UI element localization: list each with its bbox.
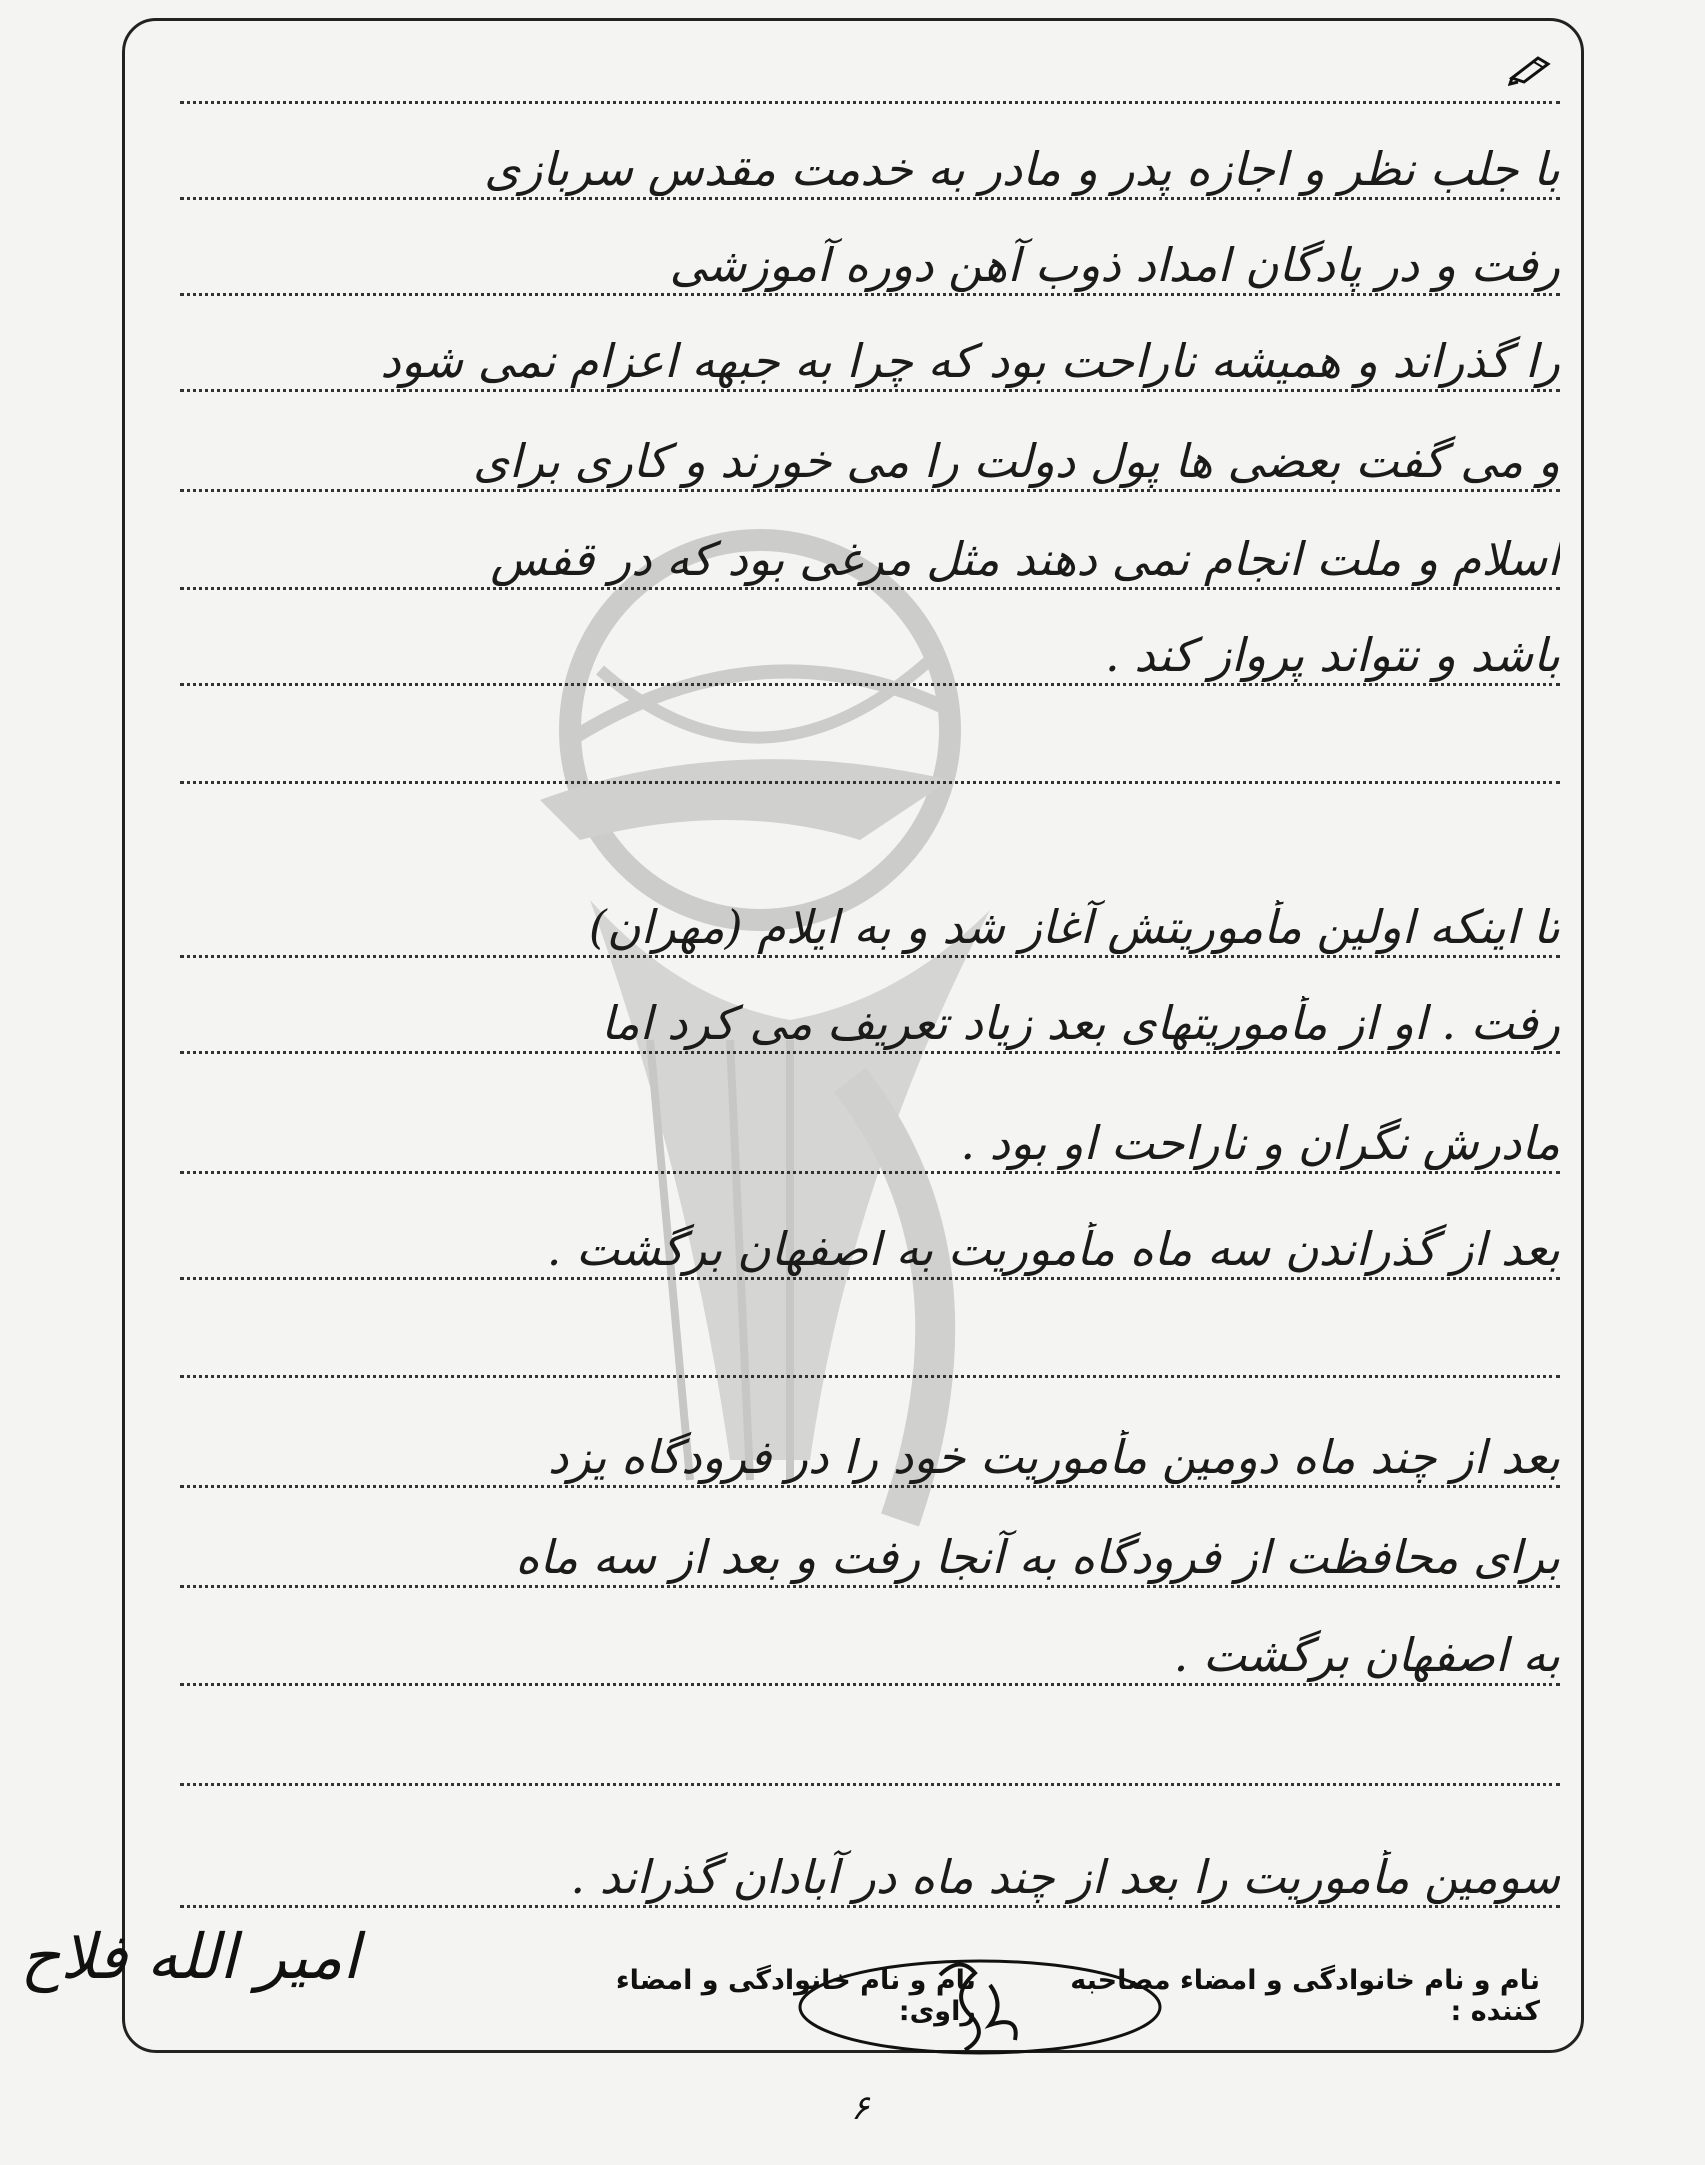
dotted-rule bbox=[180, 1277, 1560, 1280]
ruled-line bbox=[180, 1590, 1560, 1686]
ruled-line bbox=[180, 200, 1560, 296]
interviewer-label: نام و نام خانوادگی و امضاء مصاحبه کننده : bbox=[1070, 1965, 1540, 2027]
handwritten-line: و می گفت بعضی ها پول دولت را می خورند و کاری برای bbox=[472, 434, 1560, 488]
dotted-rule bbox=[180, 1905, 1560, 1908]
handwritten-line: اسلام و ملت انجام نمی دهند مثل مرغی بود که در قفس bbox=[490, 532, 1560, 586]
handwritten-line: به اصفهان برگشت . bbox=[1173, 1628, 1560, 1682]
dotted-rule bbox=[180, 1485, 1560, 1488]
handwritten-line: بعد از چند ماه دومین مأموریت خود را در فرودگاه یزد bbox=[547, 1430, 1560, 1484]
ruled-line bbox=[180, 1184, 1560, 1280]
interviewer-signature bbox=[790, 1945, 1170, 2065]
ruled-line bbox=[180, 1282, 1560, 1378]
handwritten-line: رفت . او از مأموریتهای بعد زیاد تعریف می کرد اما bbox=[600, 996, 1560, 1050]
handwritten-line: تا اینکه اولین مأموریتش آغاز شد و به ایلام (مهران) bbox=[588, 900, 1560, 954]
dotted-rule bbox=[180, 1585, 1560, 1588]
ruled-line bbox=[180, 1812, 1560, 1908]
ruled-line bbox=[180, 8, 1560, 104]
ruled-line bbox=[180, 396, 1560, 492]
dotted-rule bbox=[180, 1375, 1560, 1378]
dotted-rule bbox=[180, 683, 1560, 686]
ruled-line bbox=[180, 862, 1560, 958]
ruled-line bbox=[180, 590, 1560, 686]
ruled-line bbox=[180, 104, 1560, 200]
handwritten-line: رفت و در پادگان امداد ذوب آهن دوره آموزشی bbox=[669, 238, 1560, 292]
dotted-rule bbox=[180, 1683, 1560, 1686]
handwritten-line: با جلب نظر و اجازه پدر و مادر به خدمت مقدس سربازی bbox=[484, 142, 1560, 196]
ruled-line bbox=[180, 1690, 1560, 1786]
ruled-line bbox=[180, 1078, 1560, 1174]
dotted-rule bbox=[180, 1171, 1560, 1174]
narrator-label: نام و نام خانوادگی و امضاء راوی: bbox=[615, 1965, 976, 2027]
handwritten-line: را گذراند و همیشه ناراحت بود که چرا به جبهه اعزام نمی شود bbox=[380, 334, 1560, 388]
dotted-rule bbox=[180, 1051, 1560, 1054]
dotted-rule bbox=[180, 389, 1560, 392]
dotted-rule bbox=[180, 1783, 1560, 1786]
narrator-signature: امیر الله فلاح bbox=[20, 1920, 360, 1993]
ruled-line bbox=[180, 1492, 1560, 1588]
page-number: ۶ bbox=[850, 2088, 870, 2128]
ruled-line bbox=[180, 296, 1560, 392]
handwritten-line: بعد از گذراندن سه ماه مأموریت به اصفهان برگشت . bbox=[546, 1222, 1560, 1276]
ruled-line bbox=[180, 494, 1560, 590]
ruled-line bbox=[180, 1392, 1560, 1488]
handwritten-line: مادرش نگران و ناراحت او بود . bbox=[960, 1116, 1560, 1170]
ruled-line bbox=[180, 688, 1560, 784]
dotted-rule bbox=[180, 489, 1560, 492]
handwritten-line: برای محافظت از فرودگاه به آنجا رفت و بعد از سه ماه bbox=[515, 1530, 1560, 1584]
ruled-line bbox=[180, 958, 1560, 1054]
handwritten-line: باشد و نتواند پرواز کند . bbox=[1105, 628, 1560, 682]
handwritten-line: سومین مأموریت را بعد از چند ماه در آبادان گذراند . bbox=[570, 1850, 1560, 1904]
dotted-rule bbox=[180, 781, 1560, 784]
